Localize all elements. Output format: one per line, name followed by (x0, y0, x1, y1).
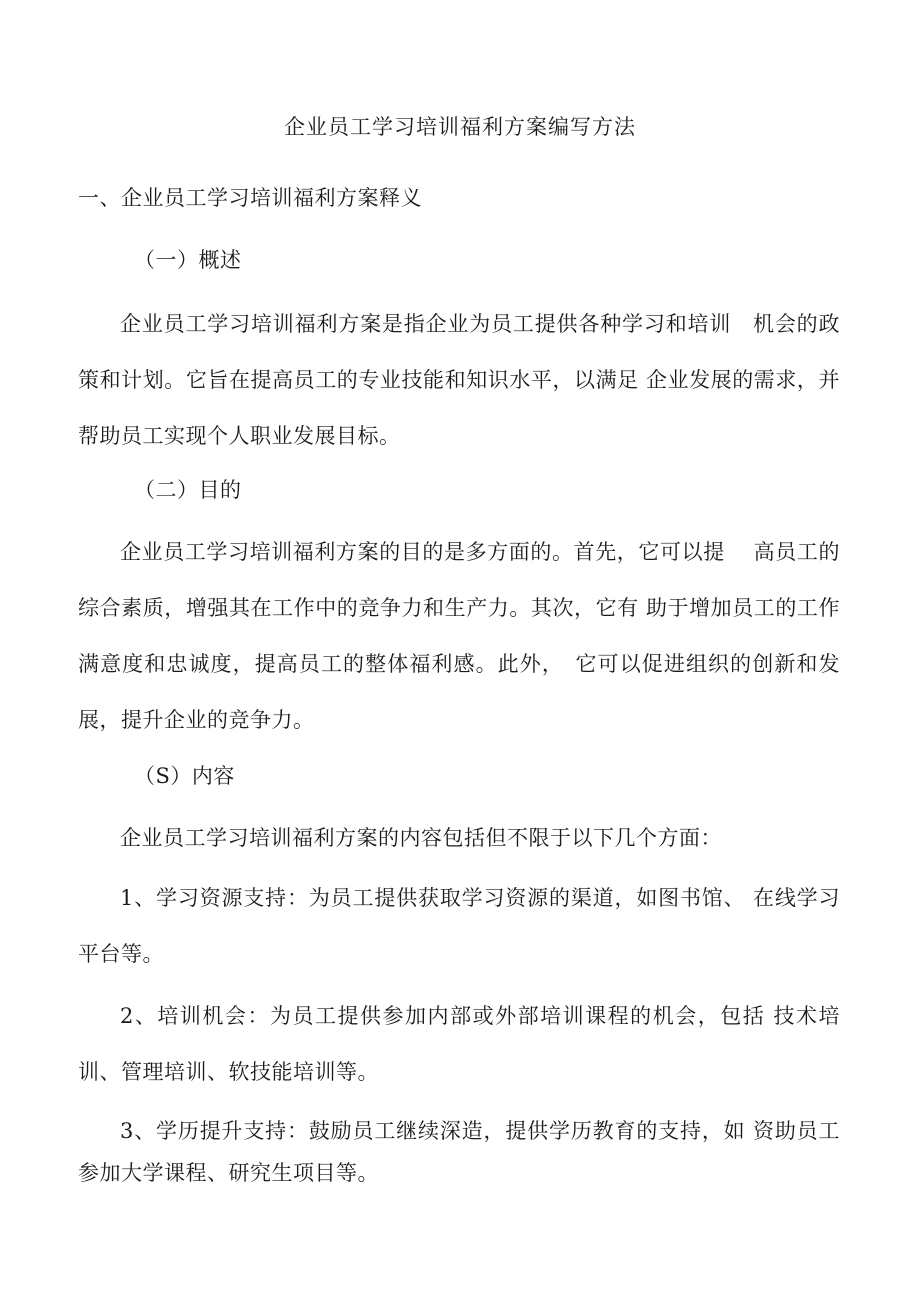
subsection-overview-heading: （一）概述 (134, 248, 242, 272)
content-item-3: 3、学历提升支持：鼓励员工继续深造，提供学历教育的支持，如 资助员工参加大学课程、研究生项目等。 (78, 1119, 840, 1185)
overview-paragraph: 企业员工学习培训福利方案是指企业为员工提供各种学习和培训 机会的政策和计划。它旨在提高员工的专业技能和知识水平，以满足 企业发展的需求，并帮助员工实现个人职业发展目标。 (78, 312, 840, 448)
purpose-paragraph: 企业员工学习培训福利方案的目的是多方面的。首先，它可以提 高员工的综合素质，增强其在工作中的竞争力和生产力。其次，它有 助于增加员工的工作满意度和忠诚度，提高员工的整体福利感。此外， 它可以促进组织的创新和发展，提升企业的竞争力。 (78, 540, 840, 732)
content-item-2: 2、培训机会：为员工提供参加内部或外部培训课程的机会，包括 技术培训、管理培训、软技能培训等。 (78, 1004, 840, 1084)
content-intro-paragraph: 企业员工学习培训福利方案的内容包括但不限于以下几个方面： (120, 826, 722, 850)
content-item-1: 1、学习资源支持：为员工提供获取学习资源的渠道，如图书馆、 在线学习平台等。 (78, 886, 840, 966)
subsection-content-heading: （S）内容 (134, 764, 235, 788)
document-title: 企业员工学习培训福利方案编写方法 (284, 115, 636, 139)
subsection-purpose-heading: （二）目的 (134, 478, 242, 502)
section-1-heading: 一、企业员工学习培训福利方案释义 (78, 186, 422, 210)
